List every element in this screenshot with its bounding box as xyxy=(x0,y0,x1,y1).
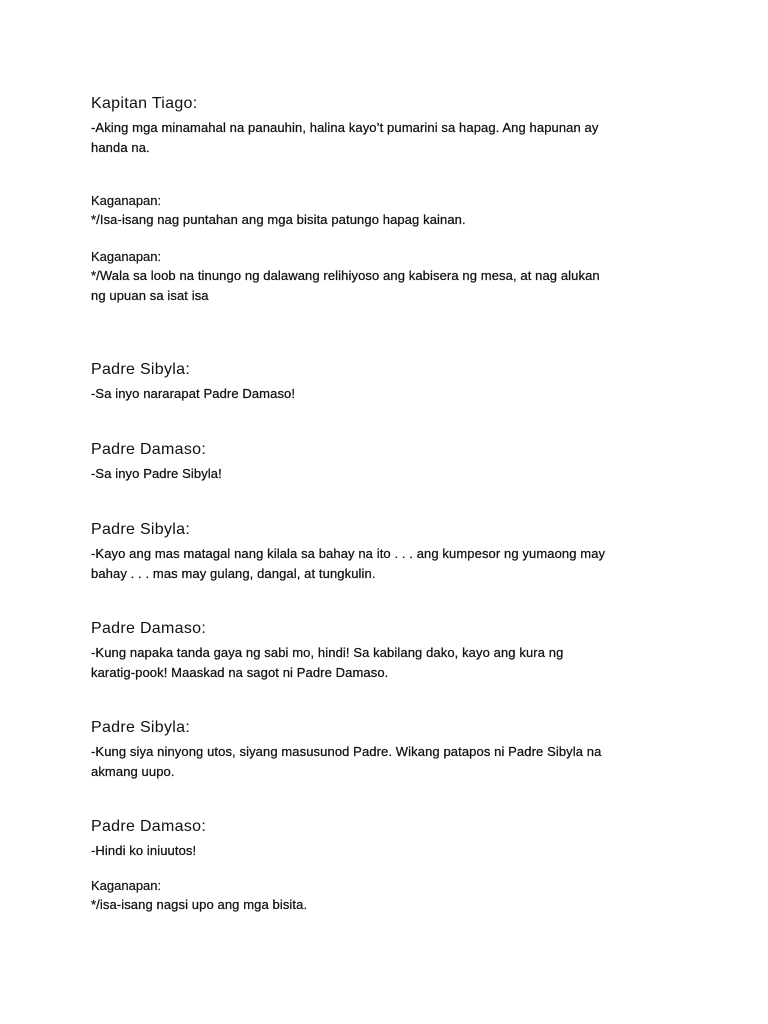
dialogue-block xyxy=(91,520,691,584)
dialogue-block xyxy=(91,94,691,158)
dialogue-line: karatig-pook! Maaskad na sagot ni Padre Damaso. xyxy=(91,665,389,680)
dialogue-block xyxy=(91,619,691,683)
dialogue-line: -Kung siya ninyong utos, siyang masusunod Padre. Wikang patapos ni Padre Sibyla na xyxy=(91,744,602,759)
speaker-name: Padre Damaso: xyxy=(91,441,207,458)
action-label: Kaganapan: xyxy=(91,193,162,208)
action-block xyxy=(91,192,691,230)
dialogue-block xyxy=(91,360,691,404)
action-line: */Isa-isang nag puntahan ang mga bisita patungo hapag kainan. xyxy=(91,212,466,227)
dialogue-block xyxy=(91,440,691,484)
action-block xyxy=(91,877,691,915)
action-line: */isa-isang nagsi upo ang mga bisita. xyxy=(91,897,308,912)
action-label: Kaganapan: xyxy=(91,249,162,264)
dialogue-line: akmang uupo. xyxy=(91,764,175,779)
dialogue-block xyxy=(91,817,691,861)
dialogue-line: handa na. xyxy=(91,140,150,155)
action-line: */Wala sa loob na tinungo ng dalawang relihiyoso ang kabisera ng mesa, at nag alukan xyxy=(91,268,600,283)
action-label: Kaganapan: xyxy=(91,878,162,893)
speaker-name: Padre Damaso: xyxy=(91,620,207,637)
speaker-name: Padre Sibyla: xyxy=(91,361,191,378)
dialogue-line: -Sa inyo nararapat Padre Damaso! xyxy=(91,386,296,401)
action-line: ng upuan sa isat isa xyxy=(91,288,209,303)
speaker-name: Padre Sibyla: xyxy=(91,719,191,736)
speaker-name: Kapitan Tiago: xyxy=(91,95,198,112)
dialogue-block xyxy=(91,718,691,782)
dialogue-line: -Hindi ko iniuutos! xyxy=(91,843,197,858)
dialogue-line: -Aking mga minamahal na panauhin, halina kayo’t pumarini sa hapag. Ang hapunan ay xyxy=(91,120,599,135)
action-block xyxy=(91,248,691,306)
speaker-name: Padre Damaso: xyxy=(91,818,207,835)
dialogue-line: -Sa inyo Padre Sibyla! xyxy=(91,466,222,481)
dialogue-line: -Kayo ang mas matagal nang kilala sa bahay na ito . . . ang kumpesor ng yumaong may xyxy=(91,546,606,561)
speaker-name: Padre Sibyla: xyxy=(91,521,191,538)
dialogue-line: bahay . . . mas may gulang, dangal, at tungkulin. xyxy=(91,566,376,581)
dialogue-line: -Kung napaka tanda gaya ng sabi mo, hindi! Sa kabilang dako, kayo ang kura ng xyxy=(91,645,564,660)
